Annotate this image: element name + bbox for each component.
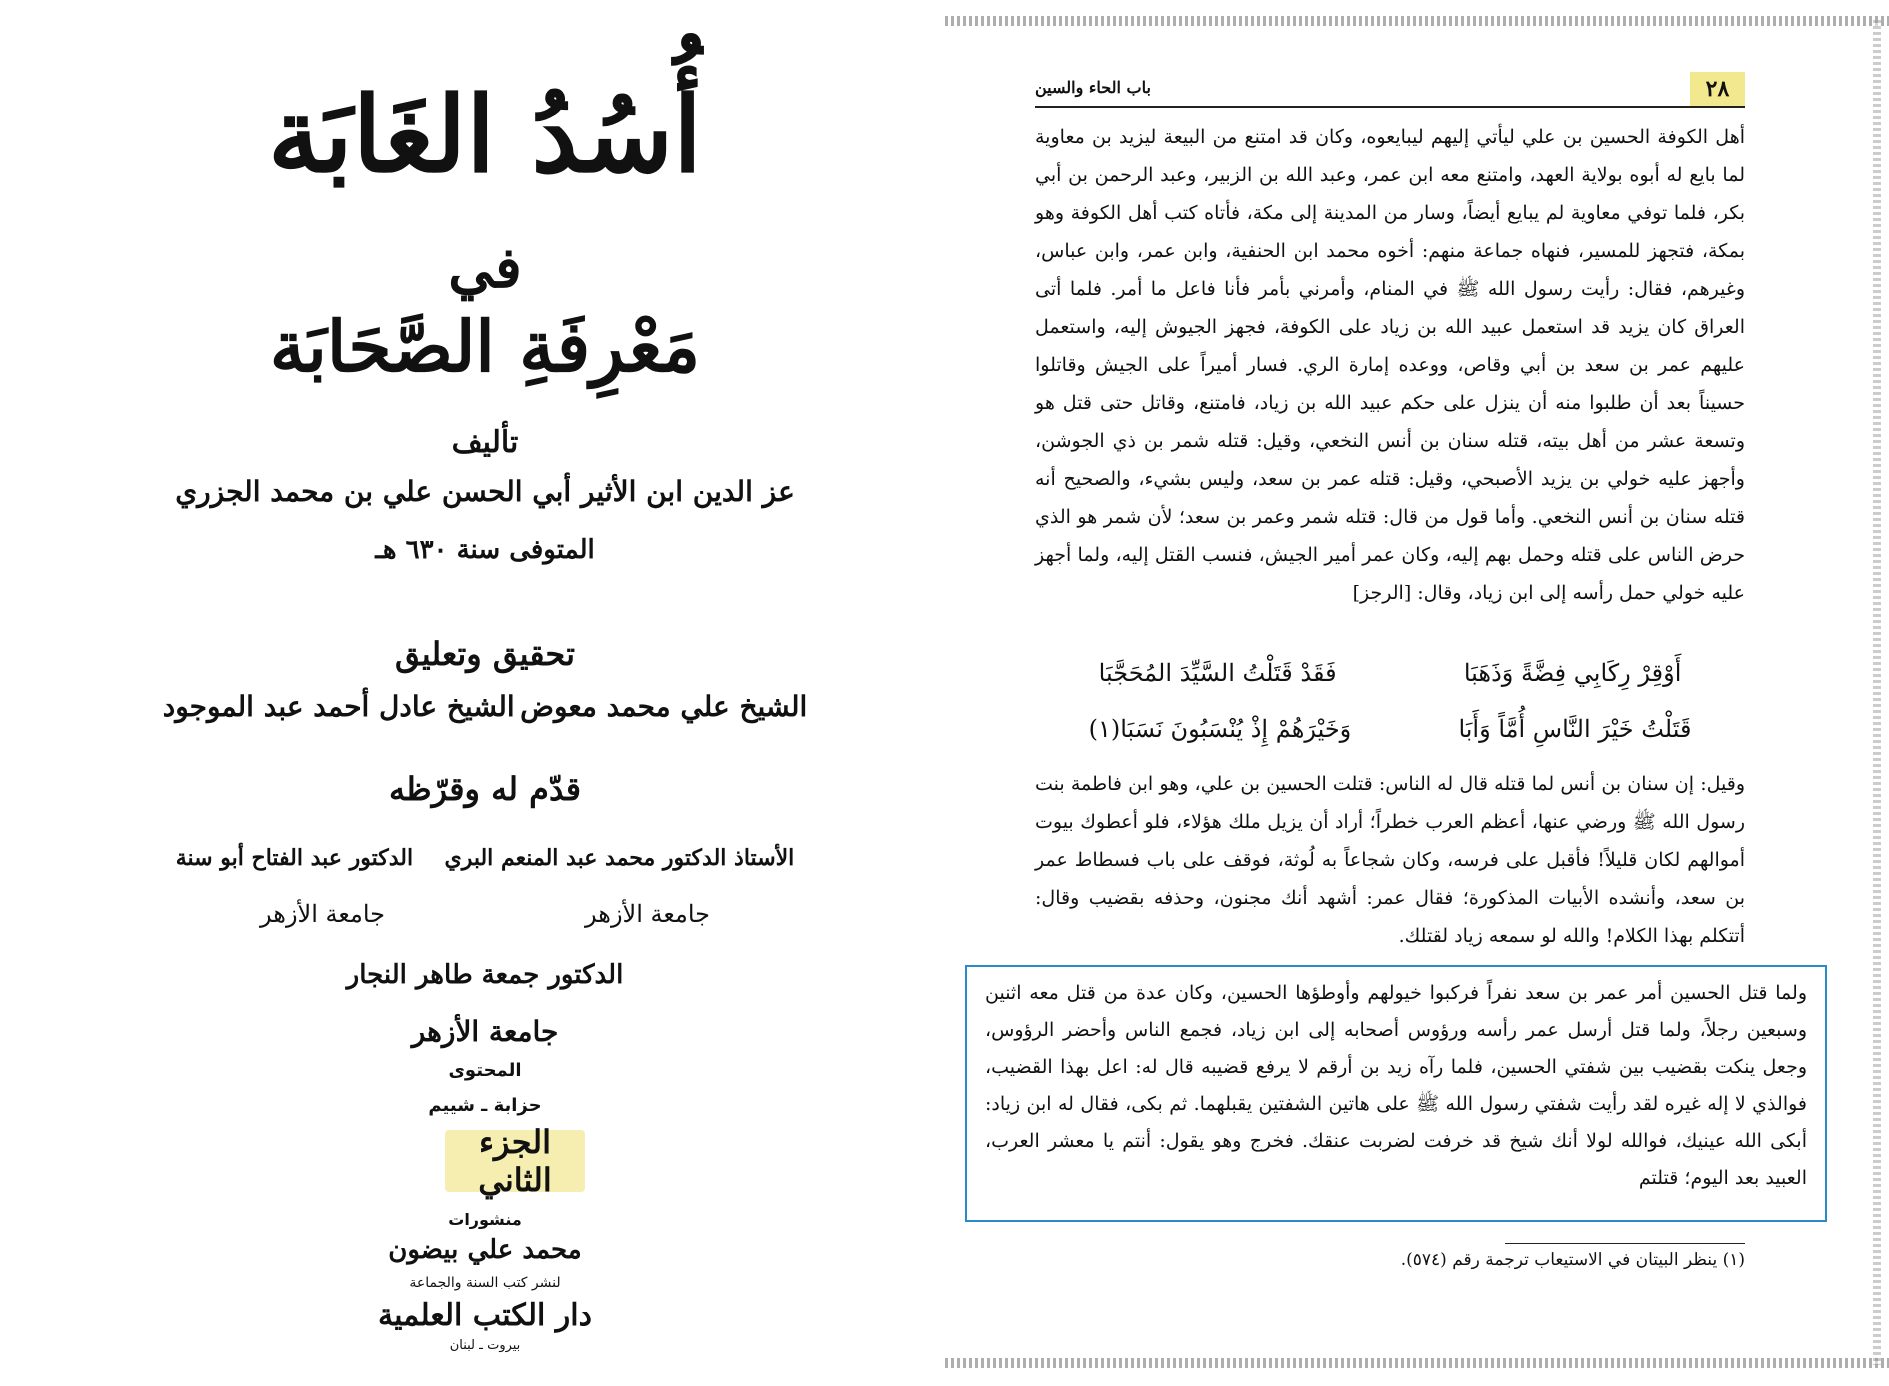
publications-label: منشورات [448, 1210, 522, 1229]
decorative-border-right [1873, 20, 1881, 1365]
title-page [160, 30, 810, 1360]
title-fi: في [448, 235, 522, 301]
highlighted-box [965, 965, 1827, 1222]
paragraph-2 [1035, 765, 1745, 955]
university-three: جامعة الأزهر [411, 1015, 559, 1048]
poem-line-1-second: فَقَدْ قَتَلْتُ السَّيِّدَ المُحَجَّبَا [1098, 659, 1337, 687]
authored-label: تأليف [451, 425, 519, 460]
paragraph-1 [1035, 118, 1745, 612]
page-header [1035, 72, 1745, 108]
universities-row [160, 900, 810, 928]
university-right: جامعة الأزهر [585, 900, 710, 928]
death-date: المتوفى سنة ٦٣٠ هـ [375, 535, 595, 565]
presented-label: قدّم له وقرّظه [388, 770, 582, 808]
poem [1035, 645, 1745, 757]
poem-line-1 [1035, 645, 1745, 701]
contents-range: حزابة ـ شييم [428, 1095, 542, 1116]
decorative-border-bottom [945, 1358, 1889, 1368]
page-number: ٢٨ [1690, 72, 1745, 106]
university-left: جامعة الأزهر [260, 900, 385, 928]
main-title: أُسُدُ الغَابَة [268, 73, 702, 196]
contents-label: المحتوى [448, 1060, 522, 1081]
editor-left: الشيخ عادل أحمد عبد الموجود [162, 690, 515, 723]
doctor-three: الدكتور جمعة طاهر النجار [346, 960, 624, 990]
text-page [945, 0, 1889, 1386]
footnote: (١) ينظر البيتان في الاستيعاب ترجمة رقم (٥٧٤). [1400, 1250, 1745, 1270]
poem-line-2-second: وَخَيْرَهُمْ إِذْ يُنْسَبُونَ نَسَبَا(١) [1088, 715, 1352, 743]
subtitle: مَعْرِفَةِ الصَّحَابَة [269, 305, 701, 388]
publisher-city: بيروت ـ لبنان [449, 1338, 521, 1353]
publisher-tagline: لنشر كتب السنة والجماعة [409, 1275, 561, 1291]
publisher-name: دار الكتب العلمية [378, 1298, 592, 1333]
chapter-title: باب الحاء والسين [1035, 78, 1151, 97]
part-badge: الجزء الثاني [445, 1130, 585, 1192]
paragraph-3-text: ولما قتل الحسين أمر عمر بن سعد نفراً فركبوا خيولهم وأوطؤها الحسين، وكان عدة من قتل معه اثنين وسبعين رجلاً، ولما قتل أرسل عمر رأسه ورؤوس أصحابه إلى ابن زياد، فجمع الناس وأحضر الرؤوس، وجعل ينكت بقضيب بين شفتي الحسين، فلما رآه زيد بن أرقم لا يرفع قضيبه قال له: اعل بهذا القضيب، فوالذي لا إله غيره لقد رأيت شفتي رسول الله ﷺ على هاتين الشفتين يقبلهما. ثم بكى، فقال له ابن زياد: أبكى الله عينيك، فوالله لولا أنك شيخ قد خرفت لضربت عنقك. فخرج وهو يقول: أنتم يا معشر العرب، العبيد بعد اليوم؛ قتلتم [985, 982, 1807, 1189]
paragraph-1-text: أهل الكوفة الحسين بن علي ليأتي إليهم ليبايعوه، وكان قد امتنع من البيعة ليزيد بن معاوية لما بايع له أبوه بولاية العهد، وامتنع معه ابن عمر، وعبد الله بن الزبير، وعبد الرحمن بن أبي بكر، فلما توفي معاوية لم يبايع أيضاً، وسار من المدينة إلى مكة، فأتاه كتب أهل الكوفة وهو بمكة، فتجهز للمسير، فنهاه جماعة منهم: أخوه محمد ابن الحنفية، وابن عمر، وابن عباس، وغيرهم، فقال: رأيت رسول الله ﷺ في المنام، وأمرني بأمر فأنا فاعل ما أمر. فلما أتى العراق كان يزيد قد استعمل عبيد الله بن زياد على الكوفة، فجهز الجيوش إليه، واستعمل عليهم عمر بن سعد بن أبي وقاص، ووعده إمارة الري. فسار أميراً على الجيش وقاتلوا حسيناً بعد أن طلبوا منه أن ينزل على حكم عبيد الله بن زياد، فامتنع، وقاتل حتى قتل هو وتسعة عشر من أهل بيته، قتله سنان بن أنس النخعي، وقيل: قتله شمر بن ذي الجوشن، وأجهز عليه خولي بن يزيد الأصبحي، وقيل: قتله عمر بن سعد، وليس بشيء، والصحيح أنه قتله سنان بن أنس النخعي. وأما قول من قال: قتله شمر وعمر بن سعد؛ لأن شمر هو الذي حرض الناس على قتله وحمل بهم إليه، وكان عمر أمير الجيش، فنسب القتل إليه، ولما أجهز عليه خولي حمل رأسه إلى ابن زياد، وقال: [الرجز] [1035, 126, 1745, 604]
professor-right: الأستاذ الدكتور محمد عبد المنعم البري [444, 845, 795, 871]
poem-line-2 [1035, 701, 1745, 757]
poem-line-2-first: قَتَلْتُ خَيْرَ النَّاسِ أُمَّاً وَأَبَا [1458, 715, 1692, 743]
editors-row [160, 690, 810, 723]
decorative-border-top [945, 16, 1889, 26]
paragraph-2-text: وقيل: إن سنان بن أنس لما قتله قال له الناس: قتلت الحسين بن علي، وهو ابن فاطمة بنت رسول الله ﷺ ورضي عنها، أعظم العرب خطراً؛ أراد أن يزيل ملك هؤلاء، فلو أعطوك بيوت أموالهم لكان قليلاً! فأقبل على فرسه، وكان شجاعاً به لُوثة، فوقف على باب فسطاط عمر بن سعد، وأنشده الأبيات المذكورة؛ فقال عمر: أشهد أنك مجنون، وحذفه بقضيب وقال: أتتكلم بهذا الكلام! والله لو سمعه زياد لقتلك. [1035, 773, 1745, 947]
professors-row [160, 845, 810, 871]
editing-label: تحقيق وتعليق [395, 635, 575, 673]
author-name: عز الدين ابن الأثير أبي الحسن علي بن محمد الجزري [175, 475, 795, 508]
professor-left: الدكتور عبد الفتاح أبو سنة [175, 845, 414, 871]
footnote-divider [1505, 1243, 1745, 1244]
poem-line-1-first: أَوْقِرْ رِكَابِي فِضَّةً وَذَهَبَا [1463, 659, 1682, 687]
publisher-person: محمد علي بيضون [388, 1235, 582, 1265]
editor-right: الشيخ علي محمد معوض [520, 690, 808, 723]
